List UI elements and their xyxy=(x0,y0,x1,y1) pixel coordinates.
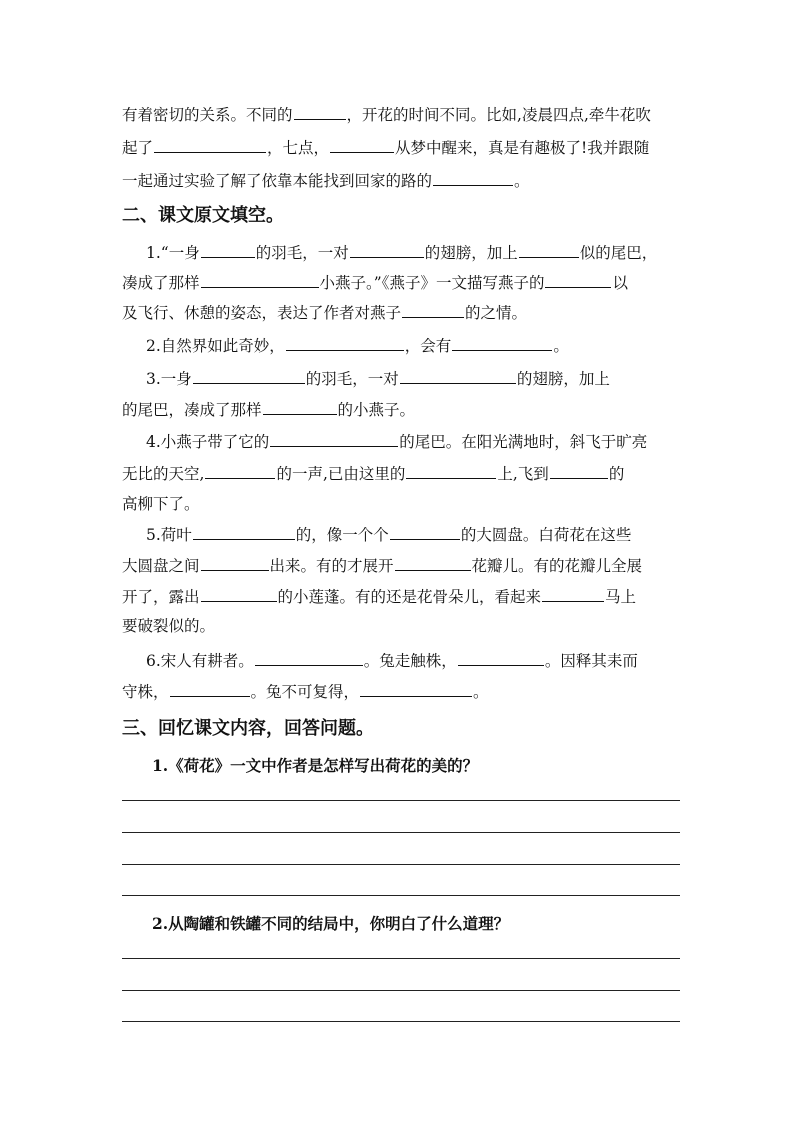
text: 花瓣儿。有的花瓣儿全展 xyxy=(471,557,643,575)
q3-line-1 xyxy=(146,366,682,390)
text: 。 xyxy=(553,337,569,355)
q5-line-1 xyxy=(146,522,682,546)
text: 高柳下了。 xyxy=(122,495,200,513)
answer-blank[interactable] xyxy=(360,679,472,697)
text: 的之情。 xyxy=(465,304,528,322)
section-2-title: 二、课文原文填空。 xyxy=(122,205,284,226)
text: 。兔不可复得， xyxy=(250,683,360,701)
answer-blank[interactable] xyxy=(433,168,513,186)
q5-line-2 xyxy=(122,553,682,577)
text: 的一声,已由这里的 xyxy=(276,465,406,483)
question-1: 1.《荷花》一文中作者是怎样写出荷花的美的？ xyxy=(152,756,479,775)
answer-blank[interactable] xyxy=(193,366,305,384)
text: 6.宋人有耕者。 xyxy=(146,652,254,670)
answer-blank[interactable] xyxy=(452,333,552,351)
text: 一起通过实验了解了依靠本能找到回家的路的 xyxy=(122,172,433,190)
answer-line[interactable] xyxy=(122,864,680,865)
answer-blank[interactable] xyxy=(390,522,460,540)
answer-line[interactable] xyxy=(122,990,680,991)
answer-line[interactable] xyxy=(122,832,680,833)
answer-blank[interactable] xyxy=(406,461,496,479)
intro-line-2 xyxy=(122,135,682,159)
text: 守株， xyxy=(122,683,169,701)
text: 4.小燕子带了它的 xyxy=(146,433,270,451)
answer-line[interactable] xyxy=(122,1021,680,1022)
answer-blank[interactable] xyxy=(193,522,295,540)
q6-line-2 xyxy=(122,679,682,703)
text: 小燕子。”《燕子》一文描写燕子的 xyxy=(319,274,545,292)
text: 的，像一个个 xyxy=(295,526,389,544)
answer-blank[interactable] xyxy=(201,240,255,258)
text: 大圆盘之间 xyxy=(122,557,200,575)
text: 似的尾巴， xyxy=(579,244,658,262)
q5-line-3 xyxy=(122,584,682,608)
text: 1.“一身 xyxy=(146,244,200,262)
q2-line xyxy=(146,333,682,357)
text: 出来。有的才展开 xyxy=(269,557,394,575)
answer-line[interactable] xyxy=(122,800,680,801)
text: 及飞行、休憩的姿态，表达了作者对燕子 xyxy=(122,304,402,322)
answer-blank[interactable] xyxy=(263,397,337,415)
answer-blank[interactable] xyxy=(395,553,471,571)
text: 3.一身 xyxy=(146,370,192,388)
text: 的小莲蓬。有的还是花骨朵儿，看起来 xyxy=(277,588,542,606)
text: 上,飞到 xyxy=(497,465,549,483)
answer-blank[interactable] xyxy=(154,135,266,153)
section-3-title: 三、回忆课文内容，回答问题。 xyxy=(122,718,374,739)
intro-line-1 xyxy=(122,102,682,126)
q4-line-2 xyxy=(122,461,682,485)
answer-blank[interactable] xyxy=(294,102,346,120)
text: 的 xyxy=(608,465,625,483)
text: 的羽毛，一对 xyxy=(305,370,399,388)
question-2: 2.从陶罐和铁罐不同的结局中，你明白了什么道理？ xyxy=(152,914,510,933)
q4-line-1 xyxy=(146,429,682,453)
answer-blank[interactable] xyxy=(350,240,424,258)
answer-blank[interactable] xyxy=(330,135,394,153)
q5-line-4 xyxy=(122,614,682,638)
text: 的翅膀，加上 xyxy=(424,244,518,262)
text: 有着密切的关系。不同的 xyxy=(122,106,293,124)
answer-blank[interactable] xyxy=(519,240,579,258)
q1-line-3 xyxy=(122,300,682,324)
answer-blank[interactable] xyxy=(550,461,608,479)
q6-line-1 xyxy=(146,648,682,672)
answer-blank[interactable] xyxy=(205,461,275,479)
text: 。 xyxy=(514,172,530,190)
answer-blank[interactable] xyxy=(542,584,604,602)
text: 以 xyxy=(612,274,628,292)
answer-blank[interactable] xyxy=(170,679,250,697)
text: 马上 xyxy=(605,588,637,606)
text: 起了 xyxy=(122,139,154,157)
answer-blank[interactable] xyxy=(458,648,544,666)
intro-line-3 xyxy=(122,168,682,192)
text: 的翅膀，加上 xyxy=(516,370,610,388)
text: 从梦中醒来，真是有趣极了!我并跟随 xyxy=(395,139,650,157)
answer-blank[interactable] xyxy=(545,270,611,288)
text: 的羽毛，一对 xyxy=(255,244,349,262)
text: 的大圆盘。白荷花在这些 xyxy=(460,526,632,544)
text: ，会有 xyxy=(404,337,452,355)
answer-blank[interactable] xyxy=(201,553,269,571)
text: 无比的天空, xyxy=(122,465,205,483)
text: 开了，露出 xyxy=(122,588,200,606)
text: ，七点， xyxy=(267,139,330,157)
text: 的小燕子。 xyxy=(337,401,416,419)
q1-line-2 xyxy=(122,270,682,294)
answer-line[interactable] xyxy=(122,895,680,896)
q1-line-1 xyxy=(146,240,682,264)
text: 凑成了那样 xyxy=(122,274,200,292)
q3-line-2 xyxy=(122,397,682,421)
answer-blank[interactable] xyxy=(255,648,363,666)
text: 5.荷叶 xyxy=(146,526,192,544)
answer-blank[interactable] xyxy=(402,300,464,318)
text: 的尾巴，凑成了那样 xyxy=(122,401,262,419)
answer-blank[interactable] xyxy=(270,429,398,447)
text: 。因释其耒而 xyxy=(544,652,638,670)
text: 。 xyxy=(473,683,489,701)
answer-line[interactable] xyxy=(122,958,680,959)
answer-blank[interactable] xyxy=(400,366,516,384)
text: 的尾巴。在阳光满地时，斜飞于旷亮 xyxy=(399,433,648,451)
text: 。兔走触株， xyxy=(363,652,457,670)
text: 2.自然界如此奇妙， xyxy=(146,337,285,355)
answer-blank[interactable] xyxy=(201,270,319,288)
answer-blank[interactable] xyxy=(286,333,404,351)
text: ，开花的时间不同。比如,凌晨四点,牵牛花吹 xyxy=(346,106,651,124)
text: 要破裂似的。 xyxy=(122,617,216,635)
q4-line-3 xyxy=(122,492,682,516)
answer-blank[interactable] xyxy=(201,584,277,602)
